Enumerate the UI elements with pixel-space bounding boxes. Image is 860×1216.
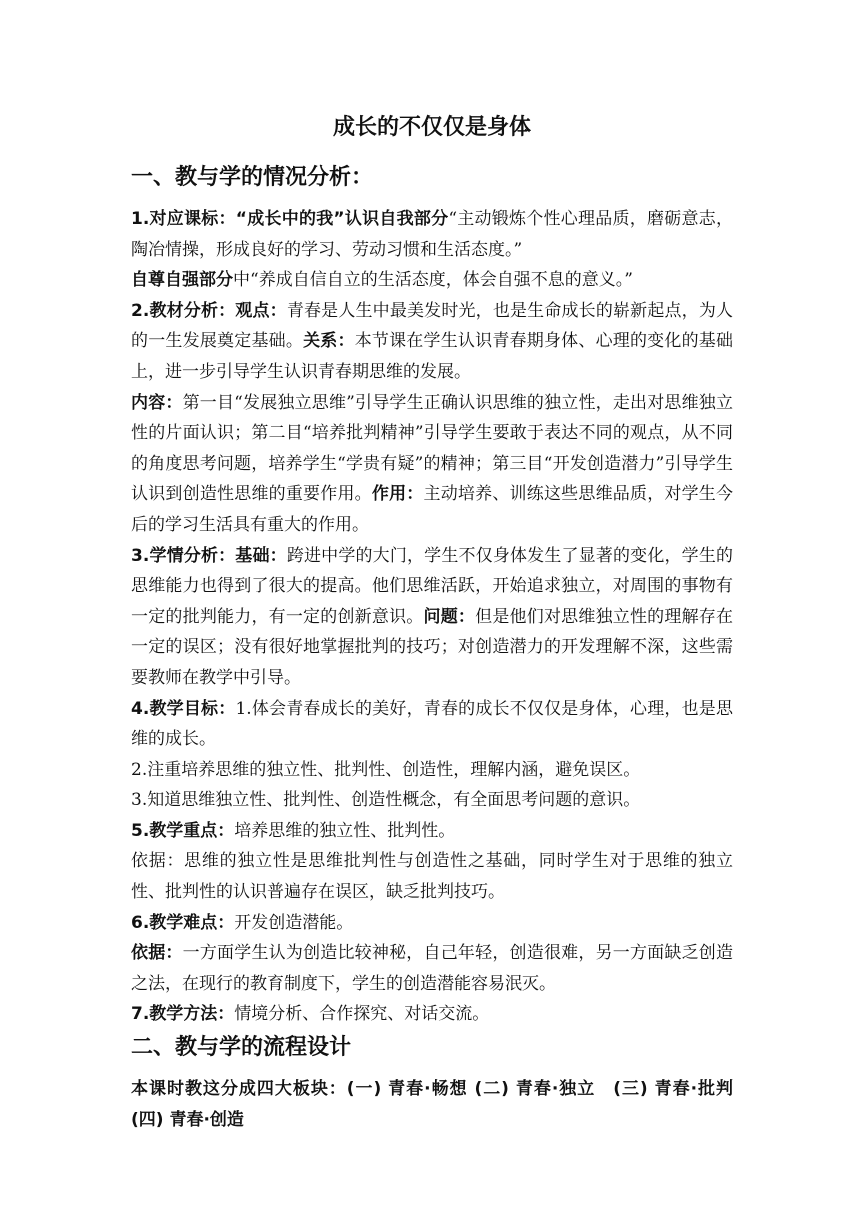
section-heading-flow: 二、教与学的流程设计 [131,1035,352,1061]
viewpoint-text: 青春是人生中最美发时光，也是生命成长的崭新起点，为人的一生发展奠定基础。 [131,300,734,352]
paragraph-content [131,388,733,541]
self-esteem-text: 中“养成自信自立的生活态度，体会自强不息的意义。” [233,270,633,291]
paragraph-difficulty-basis [131,938,733,999]
methods-text: 情境分析、合作探究、对话交流。 [234,1004,490,1025]
key-basis: 基础： [235,545,287,566]
basis-text: 跨进中学的大门，学生不仅身体发生了显著的变化，学生的思维能力也得到了很大的提高。他们思维活跃，开始追求独立，对周围的事物有一定的批判能力，有一定的创新意识。 [131,545,734,627]
paragraph-curriculum [131,204,733,265]
paragraph-flow-blocks: 本课时教这分成四大板块：(一) 青春·畅想 (二) 青春·独立 (三) 青春·批判 (四) 青春·创造 [131,1079,733,1130]
label-curriculum: 1.对应课标： [131,209,236,229]
relation-text: 本节课在学生认识青春期身体、心理的变化的基础上，进一步引导学生认识青春期思维的发展。 [131,331,734,382]
curriculum-strong: “成长中的我”认识自我部分 [235,209,449,229]
objective-2: 2.注重培养思维的独立性、批判性、创造性，理解内涵，避免误区。 [131,759,641,780]
key-viewpoint: 观点： [235,300,287,321]
label-textbook-analysis: 2.教材分析： [131,300,236,321]
label-learner-analysis: 3.学情分析： [131,545,236,566]
paragraph-objectives [131,694,733,755]
section-heading-analysis: 一、教与学的情况分析： [131,165,374,190]
label-key-point: 5.教学重点： [131,820,235,841]
paragraph-difficulty [131,908,733,939]
label-methods: 7.教学方法： [131,1004,235,1025]
label-difficulty: 6.教学难点： [131,912,235,933]
document-page [131,106,733,1135]
paragraph-methods [131,999,733,1030]
objective-1: 1.体会青春成长的美好，青春的成长不仅仅是身体，心理，也是思维的成长。 [131,698,733,750]
function-text: 主动培养、训练这些思维品质，对学生今后的学习生活具有重大的作用。 [131,484,734,535]
key-problem: 问题： [423,606,476,627]
objective-3: 3.知道思维独立性、批判性、创造性概念，有全面思考问题的意识。 [131,790,641,811]
curriculum-text: “主动锻炼个性心理品质，磨砺意志，陶冶情操，形成良好的学习、劳动习惯和生活态度。” [131,209,733,260]
label-objectives: 4.教学目标： [131,698,236,719]
content-text: 第一目“发展独立思维”引导学生正确认识思维的独立性，走出对思维独立性的片面认识；第二目“培养批判精神”引导学生要敢于表达不同的观点，从不同的角度思考问题，培养学生“学贵有疑”的精神；第三目“开发创造潜力”引导学生认识到创造性思维的重要作用。 [131,392,734,505]
key-point-text: 培养思维的独立性、批判性。 [234,820,456,841]
paragraph-learner-analysis [131,541,733,694]
problem-text: 但是他们对思维独立性的理解存在一定的误区；没有很好地掌握批判的技巧；对创造潜力的开发理解不深，这些需要教师在教学中引导。 [131,606,734,688]
difficulty-text: 开发创造潜能。 [234,912,354,933]
key-function: 作用： [371,484,424,505]
paragraph-key-point-basis: 依据：思维的独立性是思维批判性与创造性之基础，同时学生对于思维的独立性、批判性的认识普遍存在误区，缺乏批判技巧。 [131,851,733,903]
paragraph-textbook-analysis [131,296,733,388]
key-relation: 关系： [303,331,355,352]
label-difficulty-basis: 依据： [131,943,183,964]
paragraph-key-point [131,816,733,847]
self-esteem-strong: 自尊自强部分 [131,270,233,291]
difficulty-basis-text: 一方面学生认为创造比较神秘，自己年轻，创造很难，另一方面缺乏创造之法，在现行的教育制度下，学生的创造潜能容易泯灭。 [131,943,734,994]
document-title: 成长的不仅仅是身体 [332,115,531,140]
paragraph-self-esteem [131,265,733,296]
key-content: 内容： [131,392,183,413]
